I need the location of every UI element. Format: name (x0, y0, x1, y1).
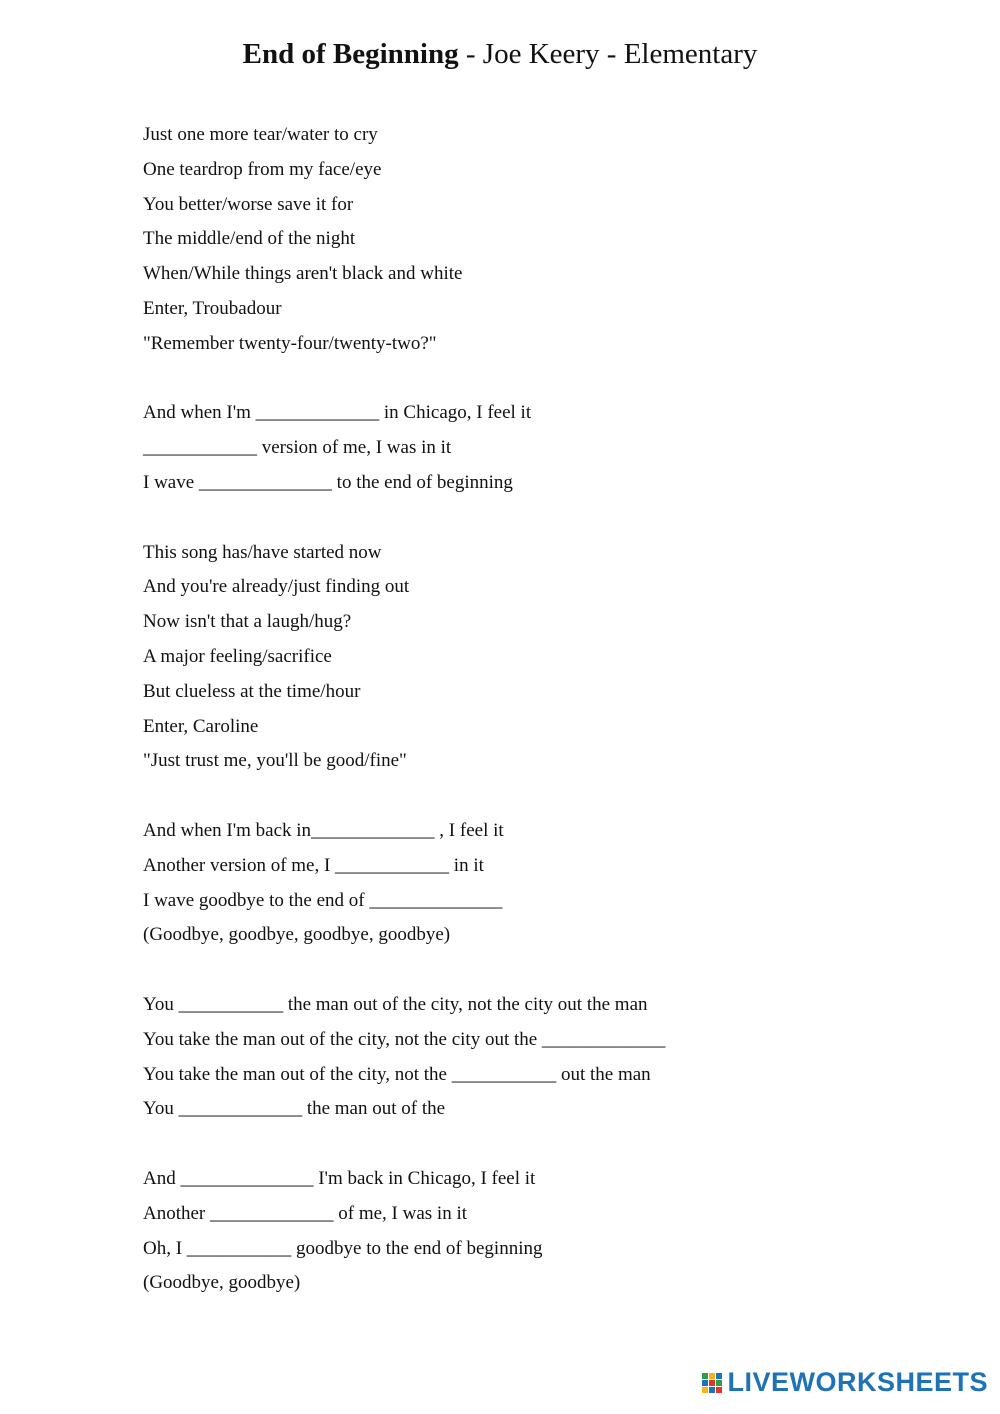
lyric-line: Enter, Caroline (143, 715, 259, 737)
lyric-line: You _____________ the man out of the (143, 1098, 446, 1120)
lyric-line: And when I'm back in_____________ , I feel it (143, 819, 504, 841)
stanza (143, 988, 963, 1127)
lyric-line: When/While things aren't black and white (143, 263, 463, 285)
page-title (0, 34, 1000, 74)
lyric-line: Oh, I ___________ goodbye to the end of beginning (143, 1237, 543, 1259)
lyric-line: (Goodbye, goodbye, goodbye, goodbye) (143, 924, 451, 946)
lyric-line: The middle/end of the night (143, 228, 356, 250)
stanza (143, 814, 963, 953)
lyrics-body (143, 118, 963, 1336)
lyric-line: Enter, Troubadour (143, 297, 282, 319)
lyric-line: You take the man out of the city, not the city out the _____________ (143, 1028, 666, 1050)
lyric-line: "Remember twenty-four/twenty-two?" (143, 332, 437, 354)
lyric-line: One teardrop from my face/eye (143, 158, 382, 180)
lyric-line: Now isn't that a laugh/hug? (143, 611, 352, 633)
liveworksheets-logo (702, 1367, 988, 1398)
song-title: End of Beginning (242, 38, 459, 70)
song-subtitle: - Joe Keery - Elementary (458, 38, 758, 70)
lyric-line: You better/worse save it for (143, 193, 354, 215)
stanza (143, 536, 963, 780)
lyric-line: You ___________ the man out of the city, not the city out the man (143, 993, 648, 1015)
lyric-line: Another version of me, I ____________ in it (143, 854, 484, 876)
stanza (143, 118, 963, 362)
lyric-line: "Just trust me, you'll be good/fine" (143, 750, 407, 772)
lyric-line: I wave goodbye to the end of ______________ (143, 889, 503, 911)
lyric-line: This song has/have started now (143, 541, 382, 563)
brand-name: LIVEWORKSHEETS (727, 1367, 988, 1397)
lyric-line: (Goodbye, goodbye) (143, 1272, 301, 1294)
liveworksheets-logo-icon (702, 1371, 724, 1395)
lyric-line: And you're already/just finding out (143, 576, 410, 598)
lyric-line: And when I'm _____________ in Chicago, I feel it (143, 402, 532, 424)
lyric-line: And ______________ I'm back in Chicago, I feel it (143, 1167, 536, 1189)
lyric-line: Another _____________ of me, I was in it (143, 1202, 468, 1224)
lyric-line: But clueless at the time/hour (143, 680, 361, 702)
lyric-line: You take the man out of the city, not the ___________ out the man (143, 1063, 651, 1085)
lyric-line: A major feeling/sacrifice (143, 645, 332, 667)
stanza (143, 1162, 963, 1301)
lyric-line: ____________ version of me, I was in it (143, 437, 452, 459)
lyric-line: I wave ______________ to the end of beginning (143, 471, 513, 493)
lyric-line: Just one more tear/water to cry (143, 124, 378, 145)
stanza (143, 396, 963, 500)
